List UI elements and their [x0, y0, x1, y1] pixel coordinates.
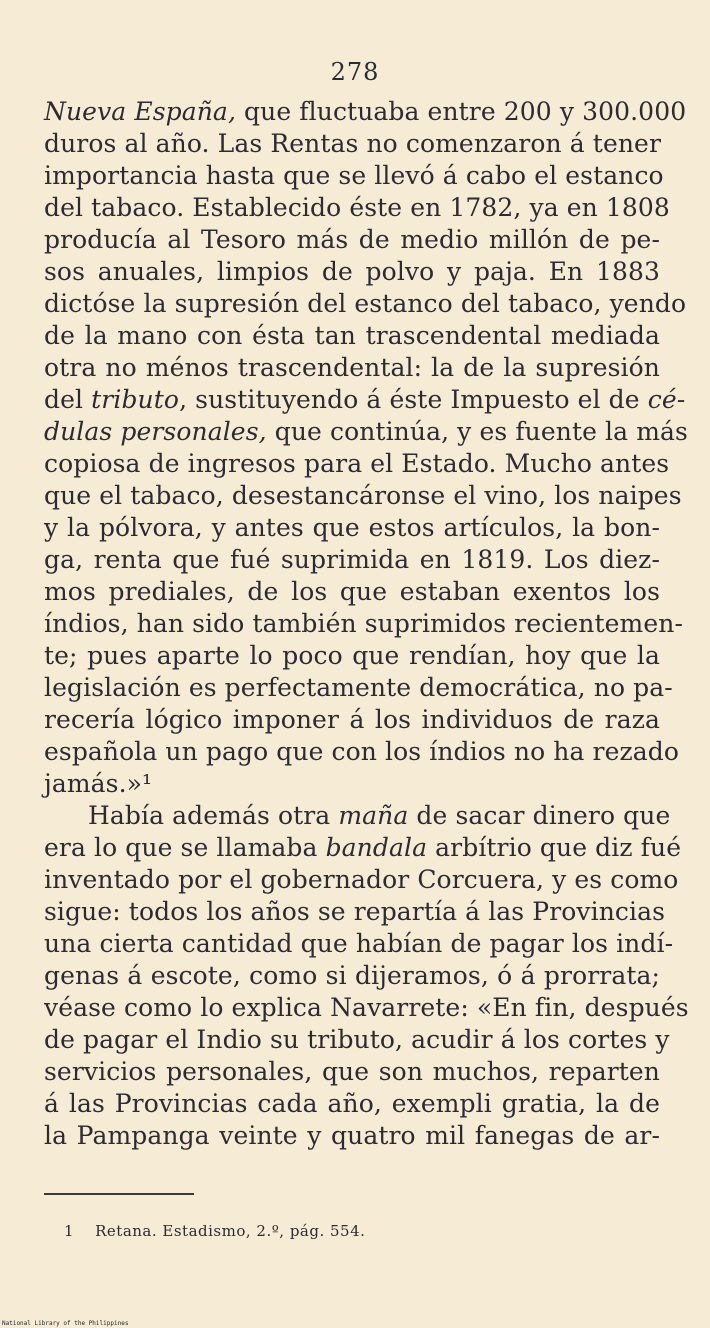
text-segment: del tabaco. Establecido éste en 1782, ya en 1808 [44, 193, 670, 222]
text-segment: Había además otra [88, 801, 339, 830]
library-credit: National Library of the Philippines [2, 1320, 129, 1327]
text-line [44, 704, 660, 736]
text-segment: recería lógico imponer á los individuos de raza [44, 705, 660, 734]
text-line [44, 960, 660, 992]
text-segment: jamás.»¹ [44, 769, 153, 798]
text-line [44, 576, 660, 608]
text-line [44, 544, 660, 576]
text-segment: arbítrio que diz fué [427, 833, 682, 862]
text-line [44, 608, 683, 640]
text-line [44, 1024, 670, 1056]
text-segment: y la pólvora, y antes que estos artículos, la bon- [44, 513, 660, 542]
text-line [44, 288, 687, 320]
text-segment: índios, han sido también suprimidos recientemen- [44, 609, 683, 638]
italic-segment: dulas personales, [44, 417, 267, 446]
text-line [44, 384, 686, 416]
text-line [44, 832, 682, 864]
text-segment: mos prediales, de los que estaban exentos los [44, 577, 660, 606]
text-line [44, 1056, 660, 1088]
text-segment: véase como lo explica Navarrete: «En fin, después [44, 993, 689, 1022]
footnote-rule [44, 1193, 194, 1195]
text-segment: duros al año. Las Rentas no comenzaron á tener [44, 129, 661, 158]
text-line [44, 256, 660, 288]
text-segment: importancia hasta que se llevó á cabo el estanco [44, 161, 664, 190]
text-line [44, 512, 660, 544]
text-segment: copiosa de ingresos para el Estado. Mucho antes [44, 449, 670, 478]
text-segment: la Pampanga veinte y quatro mil fanegas de ar- [44, 1121, 660, 1150]
text-segment: que el tabaco, desestancáronse el vino, los naipes [44, 481, 682, 510]
text-segment: de la mano con ésta tan trascendental mediada [44, 321, 660, 350]
text-line [44, 864, 679, 896]
text-line [44, 320, 660, 352]
text-line [44, 128, 660, 160]
text-segment: una cierta cantidad que habían de pagar los indí- [44, 929, 674, 958]
text-segment: de sacar dinero que [408, 801, 671, 830]
text-segment: del [44, 385, 92, 414]
text-line [44, 224, 660, 256]
text-line [44, 480, 682, 512]
italic-segment: cé- [647, 385, 686, 414]
body-text [44, 96, 689, 1152]
footnote-marker: 1 [64, 1222, 75, 1240]
text-line [44, 160, 664, 192]
footnote-text: Retana. Estadismo, 2.º, pág. 554. [95, 1222, 366, 1240]
text-line [44, 640, 660, 672]
text-line [44, 416, 688, 448]
text-segment: genas á escote, como si dijeramos, ó á prorrata; [44, 961, 660, 990]
text-line [44, 736, 680, 768]
text-line [44, 1088, 660, 1120]
italic-segment: bandala [325, 833, 428, 862]
text-line [44, 192, 670, 224]
italic-segment: tributo [91, 385, 180, 414]
text-segment: sos anuales, limpios de polvo y paja. En 1883 [44, 257, 660, 286]
italic-segment: Nueva España, [44, 97, 236, 126]
text-line [44, 928, 674, 960]
text-line [44, 768, 660, 800]
text-segment: , sustituyendo á éste Impuesto el de [179, 385, 648, 414]
text-segment: dictóse la supresión del estanco del tabaco, yendo [44, 289, 687, 318]
text-segment: otra no ménos trascendental: la de la supresión [44, 353, 660, 382]
text-line [44, 672, 673, 704]
text-segment: que continúa, y es fuente la más [266, 417, 688, 446]
text-line [44, 96, 687, 128]
text-segment: ga, renta que fué suprimida en 1819. Los diez- [44, 545, 660, 574]
text-segment: que fluctuaba entre 200 y 300.000 [236, 97, 687, 126]
text-segment: te; pues aparte lo poco que rendían, hoy que la [44, 641, 660, 670]
footnote [64, 1222, 365, 1240]
text-segment: á las Provincias cada año, exempli gratia, la de [44, 1089, 660, 1118]
text-segment: de pagar el Indio su tributo, acudir á los cortes y [44, 1025, 670, 1054]
text-line [44, 896, 666, 928]
text-segment: producía al Tesoro más de medio millón de pe- [44, 225, 660, 254]
text-line [44, 992, 689, 1024]
page-number: 278 [330, 58, 380, 86]
italic-segment: maña [338, 801, 409, 830]
text-line [44, 352, 660, 384]
text-line [44, 800, 671, 832]
text-line [44, 448, 670, 480]
text-segment: inventado por el gobernador Corcuera, y es como [44, 865, 679, 894]
text-segment: servicios personales, que son muchos, reparten [44, 1057, 660, 1086]
text-segment: española un pago que con los índios no ha rezado [44, 737, 680, 766]
text-segment: era lo que se llamaba [44, 833, 326, 862]
text-segment: legislación es perfectamente democrática, no pa- [44, 673, 673, 702]
text-segment: sigue: todos los años se repartía á las Provincias [44, 897, 666, 926]
text-line [44, 1120, 660, 1152]
